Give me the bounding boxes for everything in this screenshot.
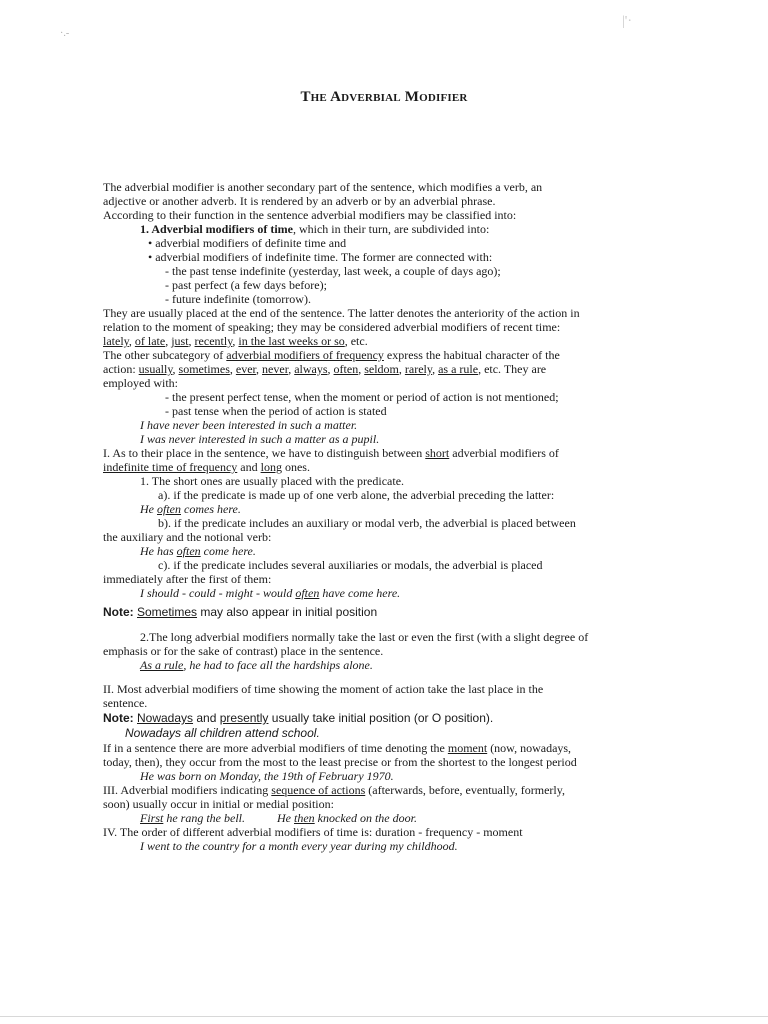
text-span: , [172,362,179,376]
bullet-item: • adverbial modifiers of indefinite time. The former are connected with: [148,250,493,264]
underlined-term: sometimes [178,362,230,376]
text-span: and [237,460,261,474]
paragraph-line [103,460,633,474]
text-span: The other subcategory of [103,348,227,362]
note-line [103,710,633,726]
underlined-term: short [425,446,450,460]
text-span: , [398,362,405,376]
text-span: may also appear in initial position [197,605,378,619]
underlined-term: in the last weeks or so [238,334,345,348]
example-sentence [103,502,633,516]
text-span: , he had to face all the hardships alone. [183,658,373,672]
example-sentence: Nowadays all children attend school. [125,726,320,740]
underlined-term: as a rule [438,362,479,376]
paragraph-line: the auxiliary and the notional verb: [103,530,272,544]
text-span: (afterwards, before, eventually, formerly, [365,783,565,797]
paragraph-line [103,783,633,797]
underlined-term: adverbial modifiers of frequency [226,348,384,362]
text-span: knocked on the door. [314,811,417,825]
text-span: , [288,362,295,376]
example-sentence: He was born on Monday, the 19th of February 1970. [140,769,394,783]
example-sentence [103,586,633,600]
text-span: He [140,502,157,516]
paragraph-line: They are usually placed at the end of the sentence. The latter denotes the anteriority of the action in [103,306,580,320]
underlined-term: Sometimes [137,605,198,619]
example-sentence [103,811,633,825]
example-sentence: I was never interested in such a matter as a pupil. [140,432,380,446]
text-span: ones. [281,460,310,474]
text-span: , which in their turn, are subdivided into: [292,222,490,236]
text-span: have come here. [319,586,401,600]
paragraph-line [103,741,633,755]
text-span: usually take initial position (or O position). [268,711,494,725]
dash-item: - future indefinite (tomorrow). [165,292,311,306]
text-span: , [188,334,195,348]
dash-item: - past tense when the period of action is stated [165,404,387,418]
paragraph-line: According to their function in the sentence adverbial modifiers may be classified into: [103,208,517,222]
text-span: he rang the bell. [163,811,245,825]
note-label: Note: [103,711,137,725]
underlined-term: of late [134,334,166,348]
paragraph-line: b). if the predicate includes an auxiliary or modal verb, the adverbial is placed between [158,516,576,530]
underlined-term: long [260,460,282,474]
paragraph-line: immediately after the first of them: [103,572,272,586]
scan-artifact-mark: |'· [622,14,632,29]
text-span: adverbial modifiers of [449,446,559,460]
paragraph-line: sentence. [103,696,148,710]
paragraph-line [103,334,633,348]
underlined-term: often [333,362,359,376]
paragraph-line: 2.The long adverbial modifiers normally take the last or even the first (with a slight degree of [140,630,589,644]
underlined-term: ever [235,362,257,376]
underlined-term: As a rule [140,658,184,672]
text-span: I. As to their place in the sentence, we have to distinguish between [103,446,426,460]
underlined-term: often [295,586,320,600]
text-span: action: [103,362,139,376]
underlined-term: moment [447,741,488,755]
underlined-term: Nowadays [137,711,194,725]
text-span: He [277,811,294,825]
text-span: express the habitual character of the [383,348,560,362]
scan-edge-line [0,1016,768,1017]
text-span: and [193,711,220,725]
document-body [103,180,633,853]
text-span: , [229,362,236,376]
paragraph-line [103,362,633,376]
underlined-term: sequence of actions [271,783,366,797]
paragraph-line: c). if the predicate includes several auxiliaries or modals, the adverbial is placed [158,558,543,572]
underlined-term: never [262,362,289,376]
underlined-term: seldom [364,362,399,376]
example-sentence: I went to the country for a month every year during my childhood. [140,839,458,853]
example-sentence [103,544,633,558]
paragraph-line: II. Most adverbial modifiers of time showing the moment of action take the last place in the [103,682,544,696]
underlined-term: then [294,811,315,825]
text-span: come here. [200,544,256,558]
underlined-term: presently [219,711,269,725]
paragraph-line: emphasis or for the sake of contrast) place in the sentence. [103,644,384,658]
text-span: , [432,362,439,376]
text-span: comes here. [181,502,241,516]
text-span: III. Adverbial modifiers indicating [103,783,272,797]
text-span: , [165,334,172,348]
paragraph-line: a). if the predicate is made up of one verb alone, the adverbial preceding the latter: [158,488,555,502]
text-span: , [128,334,135,348]
text-span: , [232,334,239,348]
paragraph-line: 1. The short ones are usually placed with the predicate. [140,474,405,488]
dash-item: - the present perfect tense, when the moment or period of action is not mentioned; [165,390,559,404]
paragraph-line: The adverbial modifier is another secondary part of the sentence, which modifies a verb, an [103,180,543,194]
example-sentence: I have never been interested in such a matter. [140,418,358,432]
section-heading: 1. Adverbial modifiers of time [140,222,293,236]
text-span: (now, nowadays, [487,741,572,755]
scan-artifact-mark: ·.- [60,28,70,39]
paragraph-line: relation to the moment of speaking; they may be considered adverbial modifiers of recent time: [103,320,561,334]
paragraph-line [103,348,633,362]
paragraph-line: employed with: [103,376,178,390]
text-span: , [358,362,365,376]
underlined-term: rarely [404,362,433,376]
underlined-term: often [157,502,181,516]
text-span: , [256,362,263,376]
underlined-term: always [294,362,328,376]
underlined-term: just [171,334,189,348]
example-sentence [103,658,633,672]
dash-item: - the past tense indefinite (yesterday, last week, a couple of days ago); [165,264,501,278]
text-span: I should - could - might - would [140,586,296,600]
paragraph-line: today, then), they occur from the most to the least precise or from the shortest to the longest period [103,755,577,769]
section-heading-line [103,222,633,236]
paragraph-line: adjective or another adverb. It is rendered by an adverb or by an adverbial phrase. [103,194,496,208]
dash-item: - past perfect (a few days before); [165,278,327,292]
paragraph-line [103,446,633,460]
note-label: Note: [103,605,137,619]
underlined-term: recently [194,334,233,348]
document-title: The Adverbial Modifier [300,89,468,105]
note-line [103,604,633,620]
underlined-term: First [140,811,164,825]
paragraph-line: IV. The order of different adverbial modifiers of time is: duration - frequency - moment [103,825,523,839]
paragraph-line: soon) usually occur in initial or medial position: [103,797,334,811]
text-span: He has [140,544,177,558]
bullet-item: • adverbial modifiers of definite time and [148,236,347,250]
text-span: , [327,362,334,376]
text-span: , etc. They are [478,362,547,376]
underlined-term: usually [138,362,173,376]
underlined-term: indefinite time of frequency [103,460,238,474]
underlined-term: lately [103,334,129,348]
text-span: If in a sentence there are more adverbial modifiers of time denoting the [103,741,448,755]
underlined-term: often [176,544,201,558]
text-span: , etc. [344,334,368,348]
